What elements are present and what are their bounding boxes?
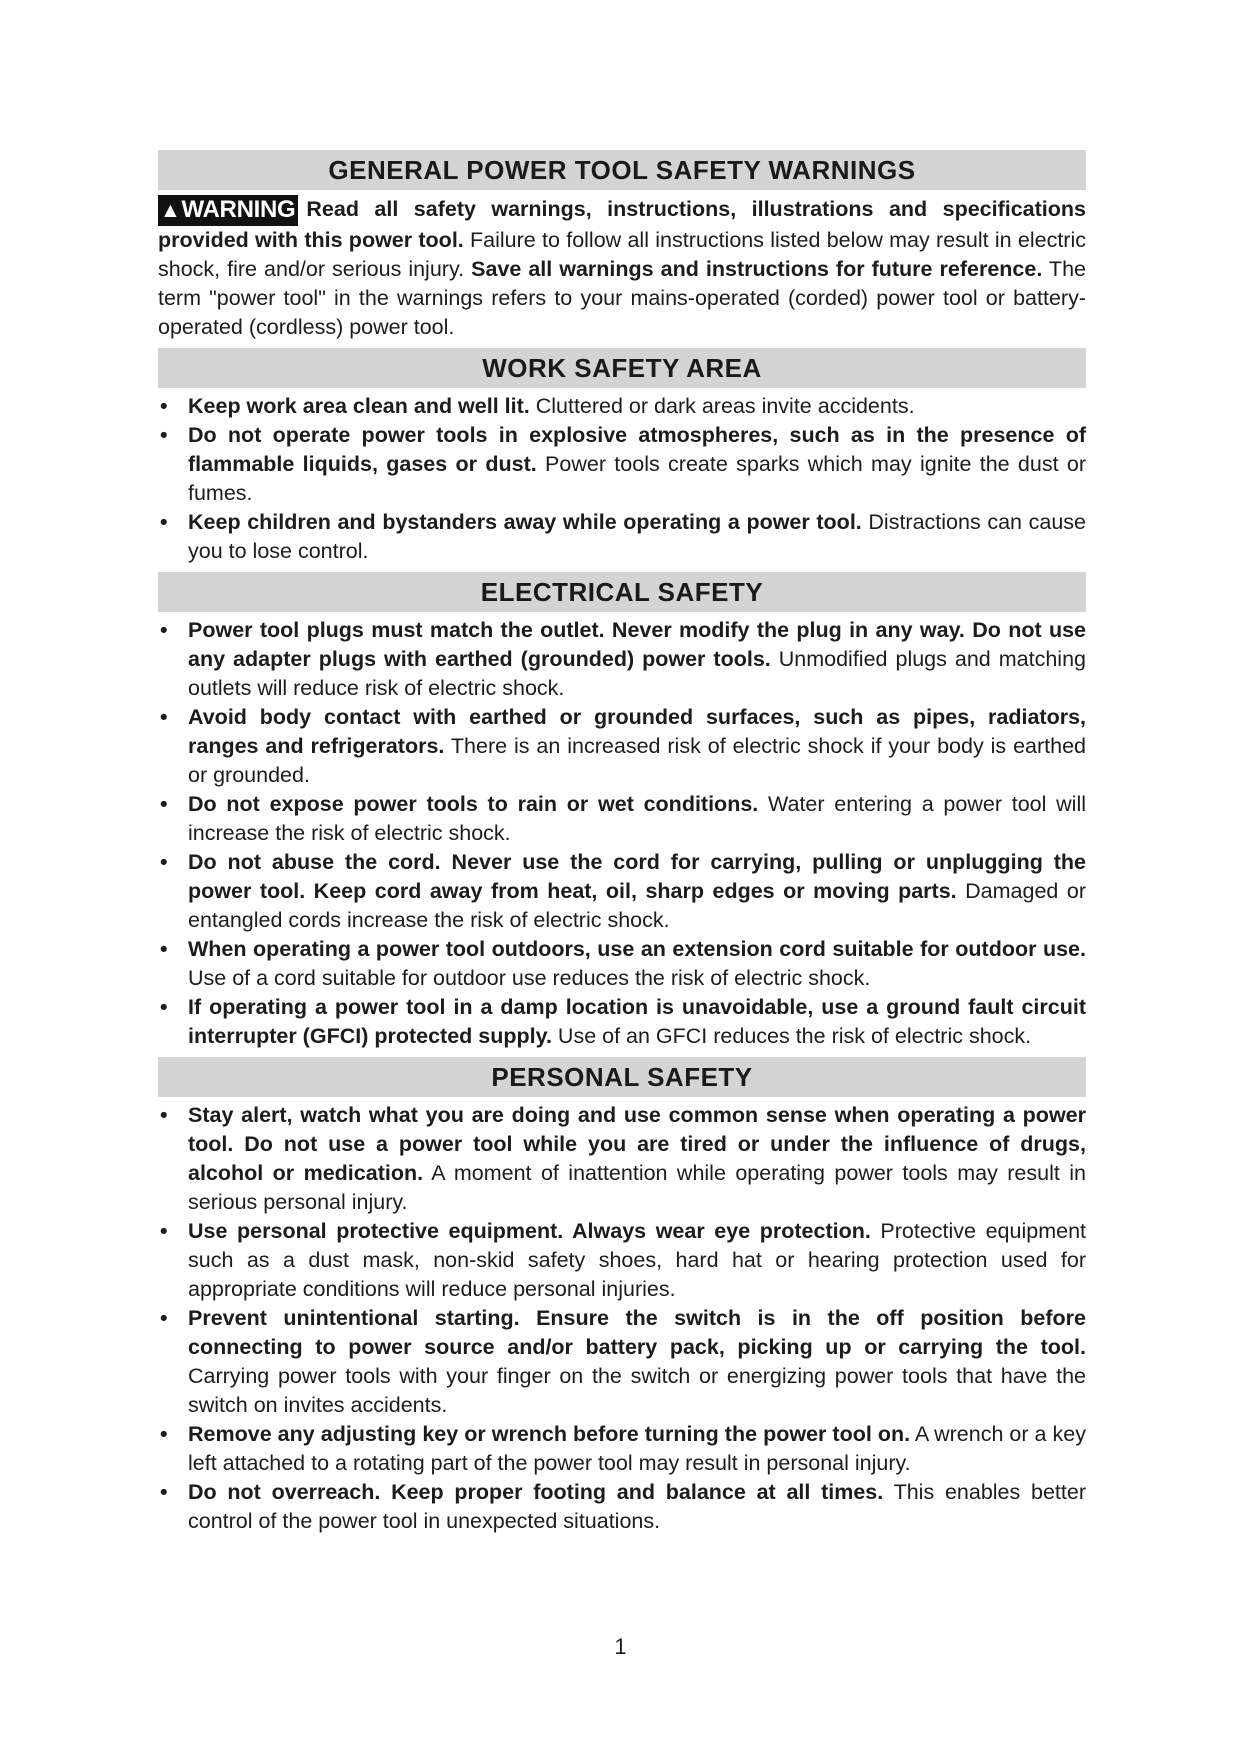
- warning-label: WARNING: [181, 196, 296, 223]
- item-bold: When operating a power tool outdoors, use an extension cord suitable for outdoor use.: [188, 937, 1086, 961]
- intro-bold-2: Save all warnings and instructions for future reference.: [471, 257, 1043, 281]
- item-text: Protective equipment such as a dust mask, non-skid safety shoes, hard hat or hearing protection used for appropriate conditions will reduce personal injuries.: [188, 1219, 1086, 1301]
- list-item: [158, 1420, 1086, 1478]
- list-item: [158, 616, 1086, 703]
- item-text: Use of an GFCI reduces the risk of electric shock.: [551, 1024, 1032, 1048]
- section-header-personal-safety: PERSONAL SAFETY: [158, 1057, 1086, 1097]
- list-item: [158, 1101, 1086, 1217]
- item-bold: Do not overreach. Keep proper footing and balance at all times.: [188, 1480, 884, 1504]
- intro-text-2: The term "power tool" in the warnings refers to your mains-operated (corded) power tool or battery-operated (cordless) power tool.: [158, 257, 1086, 339]
- warning-badge: [158, 195, 298, 226]
- item-bold: Avoid body contact with earthed or grounded surfaces, such as pipes, radiators, ranges and refrigerators.: [188, 705, 1086, 758]
- main-title: GENERAL POWER TOOL SAFETY WARNINGS: [158, 150, 1086, 190]
- item-text: Cluttered or dark areas invite accidents.: [529, 394, 915, 418]
- bullet-icon: •: [160, 423, 168, 447]
- list-item: [158, 392, 1086, 421]
- list-item: [158, 848, 1086, 935]
- bullet-icon: •: [160, 850, 168, 874]
- item-text: Unmodified plugs and matching outlets will reduce risk of electric shock.: [188, 647, 1086, 700]
- item-bold: If operating a power tool in a damp location is unavoidable, use a ground fault circuit interrupter (GFCI) protected supply.: [188, 995, 1086, 1048]
- bullet-icon: •: [160, 1480, 168, 1504]
- item-bold: Prevent unintentional starting. Ensure the switch is in the off position before connecting to power source and/or battery pack, picking up or carrying the tool.: [188, 1306, 1086, 1359]
- item-text: Damaged or entangled cords increase the risk of electric shock.: [188, 879, 1086, 932]
- item-bold: Remove any adjusting key or wrench before turning the power tool on.: [188, 1422, 911, 1446]
- item-text: A wrench or a key left attached to a rotating part of the power tool may result in personal injury.: [188, 1422, 1086, 1475]
- bullet-icon: •: [160, 1422, 168, 1446]
- item-text: Use of a cord suitable for outdoor use reduces the risk of electric shock.: [188, 966, 871, 990]
- page-number: 1: [614, 1634, 627, 1659]
- item-bold: Power tool plugs must match the outlet. Never modify the plug in any way. Do not use any adapter plugs with earthed (grounded) power tools.: [188, 618, 1086, 671]
- warning-triangle-icon: ▲: [160, 199, 181, 222]
- list-item: [158, 935, 1086, 993]
- item-bold: Do not operate power tools in explosive atmospheres, such as in the presence of flammable liquids, gases or dust.: [188, 423, 1086, 476]
- bullet-icon: •: [160, 705, 168, 729]
- bullet-icon: •: [160, 618, 168, 642]
- item-text: There is an increased risk of electric shock if your body is earthed or grounded.: [188, 734, 1086, 787]
- electrical-safety-list: [158, 616, 1086, 1051]
- section-header-work-safety: WORK SAFETY AREA: [158, 348, 1086, 388]
- item-bold: Use personal protective equipment. Always wear eye protection.: [188, 1219, 871, 1243]
- bullet-icon: •: [160, 510, 168, 534]
- bullet-icon: •: [160, 394, 168, 418]
- item-text: This enables better control of the power tool in unexpected situations.: [188, 1480, 1086, 1533]
- list-item: [158, 703, 1086, 790]
- item-text: Carrying power tools with your finger on the switch or energizing power tools that have the switch on invites accidents.: [188, 1364, 1086, 1417]
- bullet-icon: •: [160, 1103, 168, 1127]
- item-bold: Keep children and bystanders away while operating a power tool.: [188, 510, 862, 534]
- bullet-icon: •: [160, 1219, 168, 1243]
- bullet-icon: •: [160, 792, 168, 816]
- list-item: [158, 1304, 1086, 1420]
- item-text: Power tools create sparks which may ignite the dust or fumes.: [188, 452, 1087, 505]
- item-text: A moment of inattention while operating power tools may result in serious personal injury.: [188, 1161, 1086, 1214]
- intro-bold-1: Read all safety warnings, instructions, illustrations and specifications provided with this power tool.: [158, 197, 1086, 252]
- item-bold: Do not abuse the cord. Never use the cord for carrying, pulling or unplugging the power tool. Keep cord away from heat, oil, sharp edges or moving parts.: [188, 850, 1086, 903]
- list-item: [158, 1478, 1086, 1536]
- list-item: [158, 1217, 1086, 1304]
- item-text: Water entering a power tool will increase the risk of electric shock.: [188, 792, 1086, 845]
- bullet-icon: •: [160, 1306, 168, 1330]
- item-bold: Keep work area clean and well lit.: [188, 394, 530, 418]
- item-text: Distractions can cause you to lose control.: [188, 510, 1087, 563]
- document-body: [158, 150, 1086, 1542]
- item-bold: Stay alert, watch what you are doing and use common sense when operating a power tool. Do not use a power tool while you are tired or under the influence of drugs, alcohol or medication.: [188, 1103, 1086, 1185]
- personal-safety-list: [158, 1101, 1086, 1536]
- bullet-icon: •: [160, 995, 168, 1019]
- section-header-electrical-safety: ELECTRICAL SAFETY: [158, 572, 1086, 612]
- list-item: [158, 421, 1086, 508]
- list-item: [158, 993, 1086, 1051]
- intro-paragraph: [158, 195, 1086, 342]
- list-item: [158, 508, 1086, 566]
- item-bold: Do not expose power tools to rain or wet conditions.: [188, 792, 759, 816]
- bullet-icon: •: [160, 937, 168, 961]
- intro-text-1: Failure to follow all instructions listed below may result in electric shock, fire and/or serious injury.: [158, 228, 1086, 281]
- work-safety-list: [158, 392, 1086, 566]
- list-item: [158, 790, 1086, 848]
